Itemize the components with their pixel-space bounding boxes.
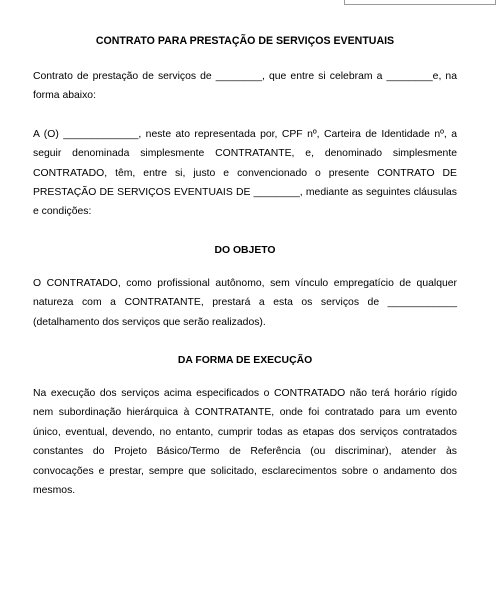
execution-paragraph: Na execução dos serviços acima especificados o CONTRATADO não terá horário rígido nem subordinação hierárquica à CONTRATANTE, onde foi contratado para um evento único, eventual, devendo, no entanto, cumprir todas as etapas dos serviços contratados constantes do Projeto Básico/Termo de Referência (ou discriminar), atender às convocações e prestar, sempre que solicitado, esclarecimentos sobre o andamento dos mesmos. — [33, 388, 457, 497]
parties-paragraph: A (O) _____________, neste ato representada por, CPF nº, Carteira de Identidade nº, a seguir denominada simplesmente CONTRATANTE, e, denominado simplesmente CONTRATADO, têm, entre si, justo e convencionado o presente CONTRATO DE PRESTAÇÃO DE SERVIÇOS EVENTUAIS DE ________, mediante as seguintes cláusulas e condições: — [33, 128, 457, 218]
document-body — [33, 34, 457, 520]
section-heading-execution: DA FORMA DE EXECUÇÃO — [177, 355, 313, 367]
section-heading-object: DO OBJETO — [214, 244, 276, 256]
object-paragraph: O CONTRATADO, como profissional autônomo, sem vínculo empregatício de qualquer natureza com a CONTRATANTE, prestará a esta os serviços de ____________ (detalhamento dos serviços que serão realizados). — [33, 277, 457, 328]
document-title: CONTRATO PARA PRESTAÇÃO DE SERVIÇOS EVENTUAIS — [95, 35, 395, 47]
page-corner-frame — [344, 0, 496, 5]
intro-paragraph: Contrato de prestação de serviços de ________, que entre si celebram a ________e, na forma abaixo: — [33, 71, 457, 102]
